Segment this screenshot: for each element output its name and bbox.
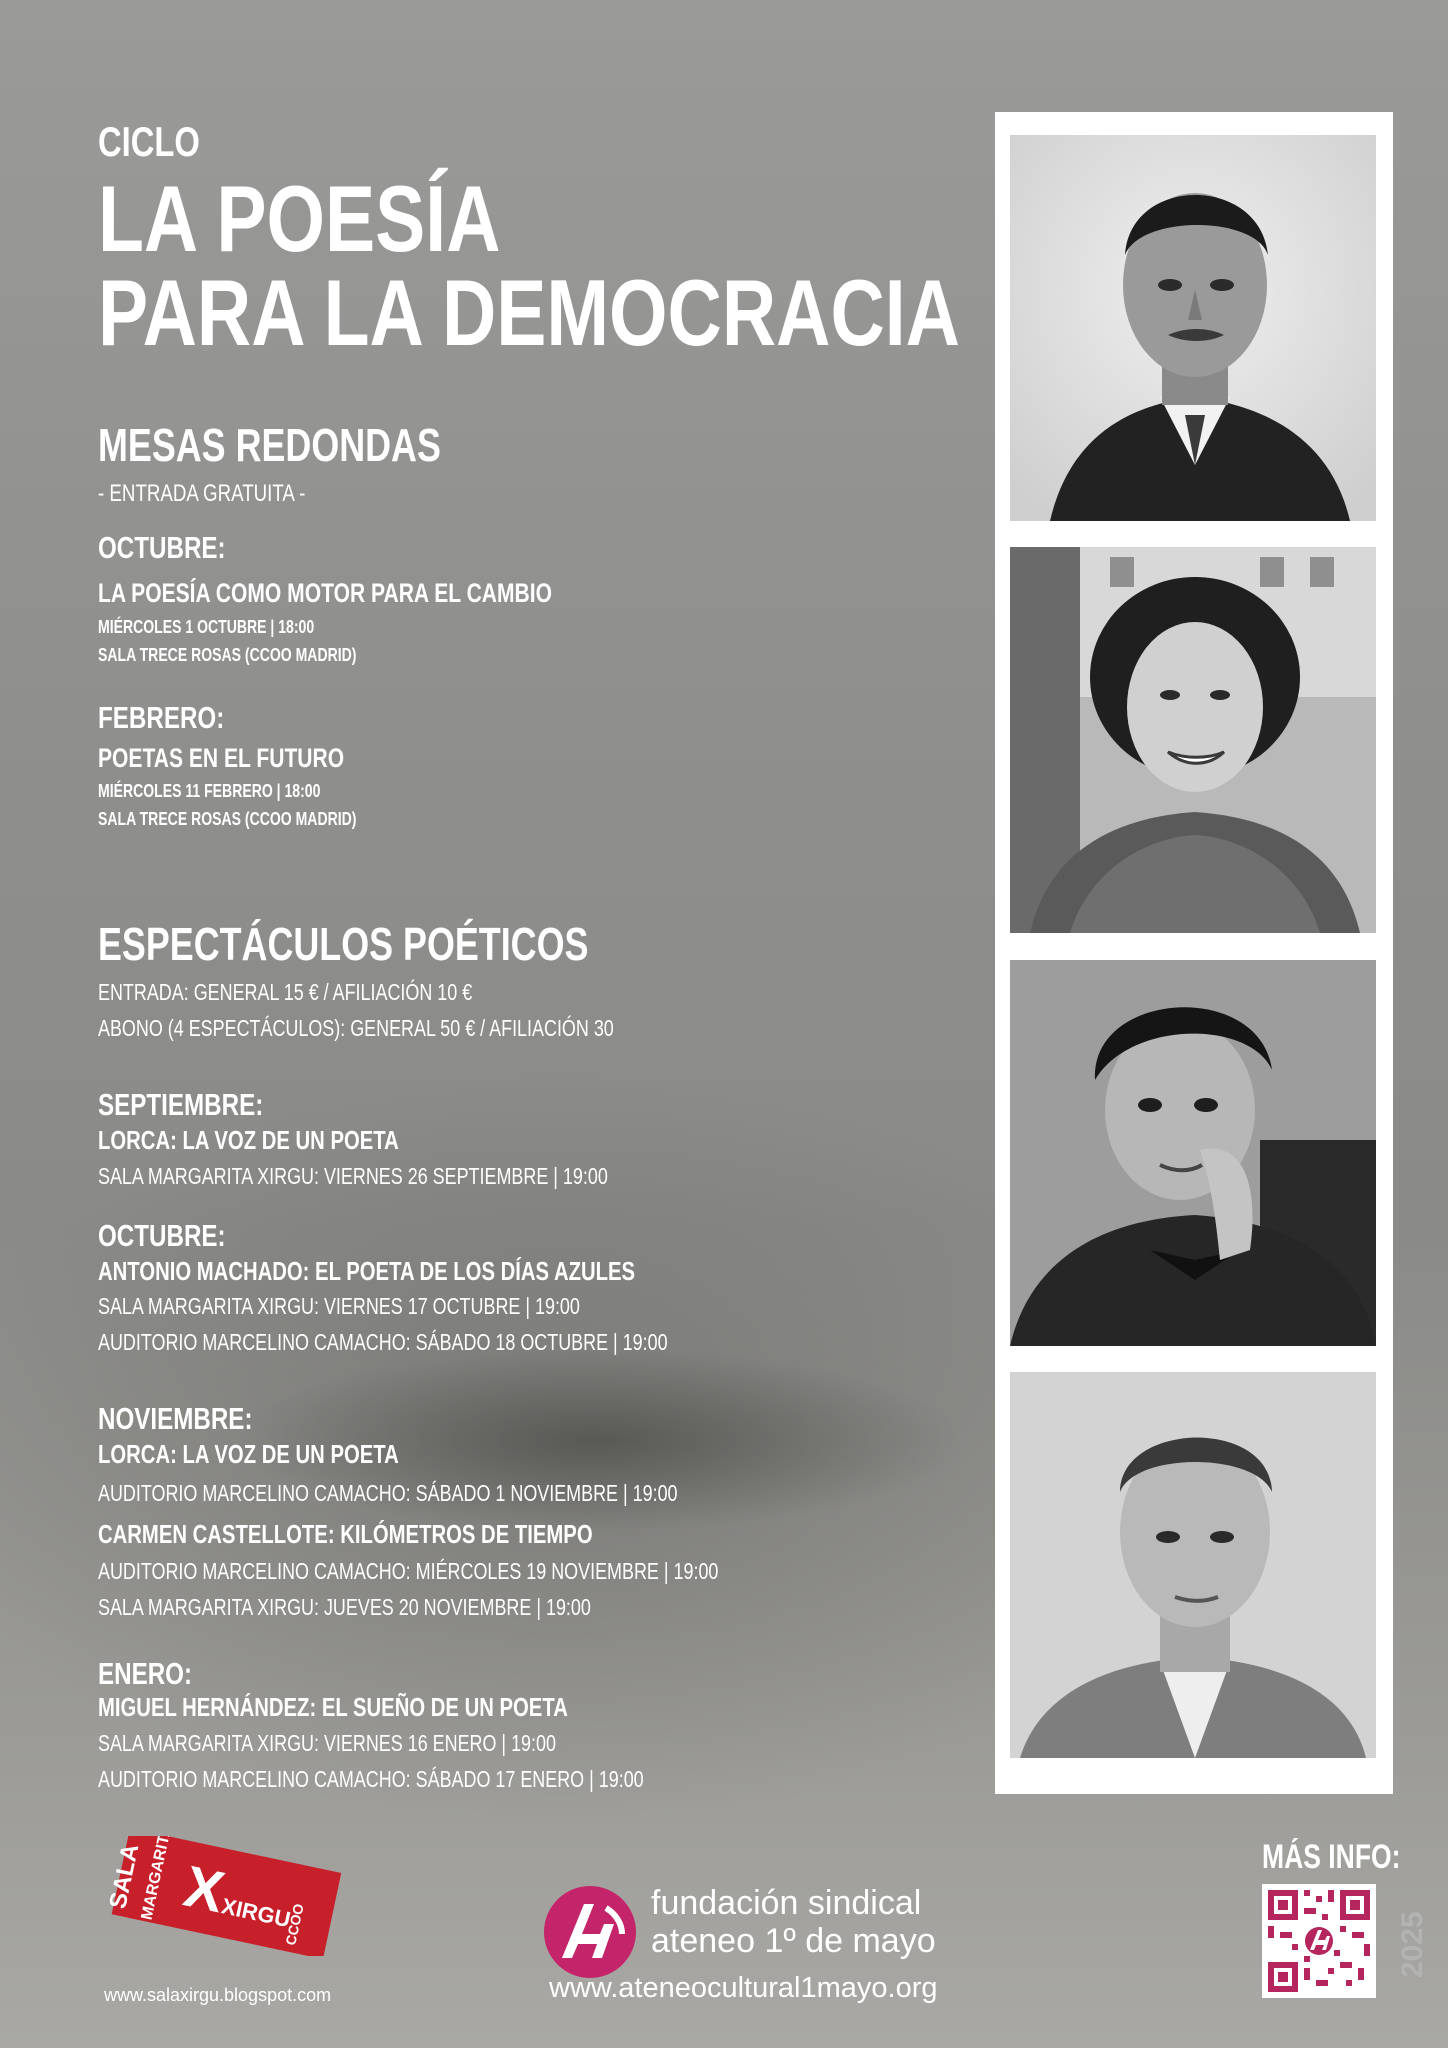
fundacion-name [651,1884,936,1960]
sala-logo-word: SALA [108,1841,145,1912]
show-line: AUDITORIO MARCELINO CAMACHO: MIÉRCOLES 19 NOVIEMBRE | 19:00 [98,1558,719,1584]
fundacion-line-1: fundación sindical [651,1884,922,1922]
show-line: AUDITORIO MARCELINO CAMACHO: SÁBADO 18 OCTUBRE | 19:00 [98,1329,668,1355]
show-month: OCTUBRE: [98,1218,226,1253]
svg-text:X: X [178,1853,230,1926]
photo-column [995,112,1393,1794]
fundacion-line-2: ateneo 1º de mayo [651,1922,936,1960]
show-title: MIGUEL HERNÁNDEZ: EL SUEÑO DE UN POETA [98,1692,568,1722]
mesa-place: SALA TRECE ROSAS (CCOO MADRID) [98,809,357,829]
show-line: SALA MARGARITA XIRGU: VIERNES 17 OCTUBRE | 19:00 [98,1293,580,1319]
show-title: LORCA: LA VOZ DE UN POETA [98,1125,399,1155]
mesa-title: POETAS EN EL FUTURO [98,743,345,773]
mesa-month: OCTUBRE: [98,530,226,565]
show-line: SALA MARGARITA XIRGU: VIERNES 26 SEPTIEMBRE | 19:00 [98,1163,608,1189]
year-label: 2025 [1396,1911,1429,1978]
page-title [98,166,960,365]
title-line-2: PARA LA DEMOCRACIA [98,260,960,365]
poet-portrait-photo [1010,960,1376,1346]
mesa-month: FEBRERO: [98,700,225,735]
mesas-subheading: - ENTRADA GRATUITA - [98,480,306,507]
fundacion-url[interactable]: www.ateneocultural1mayo.org [549,1972,938,2004]
sala-xirgu-logo [108,1836,348,1961]
ateneo-logo-icon [542,1884,638,1985]
show-line: SALA MARGARITA XIRGU: VIERNES 16 ENERO | 19:00 [98,1730,556,1756]
show-title: LORCA: LA VOZ DE UN POETA [98,1439,399,1469]
mesas-heading: MESAS REDONDAS [98,419,441,471]
mas-info-label: MÁS INFO: [1262,1838,1401,1876]
show-title: ANTONIO MACHADO: EL POETA DE LOS DÍAS AZULES [98,1256,636,1286]
mesa-title: LA POESÍA COMO MOTOR PARA EL CAMBIO [98,578,552,608]
show-month: SEPTIEMBRE: [98,1087,264,1122]
price-line: ENTRADA: GENERAL 15 € / AFILIACIÓN 10 € [98,979,473,1005]
sala-logo-word: CCOO [282,1902,307,1947]
cycle-label: CICLO [98,118,200,165]
sala-logo-word: MARGARITA [138,1836,176,1922]
poet-portrait-photo [1010,1372,1376,1758]
show-month: ENERO: [98,1656,193,1691]
espectaculos-heading: ESPECTÁCULOS POÉTICOS [98,918,589,970]
show-title: CARMEN CASTELLOTE: KILÓMETROS DE TIEMPO [98,1519,593,1549]
title-line-1: LA POESÍA [98,166,501,271]
mesa-place: SALA TRECE ROSAS (CCOO MADRID) [98,645,357,665]
mesa-date: MIÉRCOLES 11 FEBRERO | 18:00 [98,781,321,801]
poet-portrait-photo [1010,547,1376,933]
show-line: AUDITORIO MARCELINO CAMACHO: SÁBADO 1 NOVIEMBRE | 19:00 [98,1480,678,1506]
mesa-date: MIÉRCOLES 1 OCTUBRE | 18:00 [98,617,315,637]
show-month: NOVIEMBRE: [98,1401,253,1436]
sala-logo-word: XIRGU [219,1893,293,1933]
poet-portrait-photo [1010,135,1376,521]
show-line: SALA MARGARITA XIRGU: JUEVES 20 NOVIEMBRE | 19:00 [98,1594,591,1620]
sala-xirgu-url[interactable]: www.salaxirgu.blogspot.com [104,1985,332,2005]
price-line: ABONO (4 ESPECTÁCULOS): GENERAL 50 € / AFILIACIÓN 30 [98,1015,614,1041]
qr-code-icon[interactable] [1262,1884,1376,1998]
show-line: AUDITORIO MARCELINO CAMACHO: SÁBADO 17 ENERO | 19:00 [98,1766,644,1792]
